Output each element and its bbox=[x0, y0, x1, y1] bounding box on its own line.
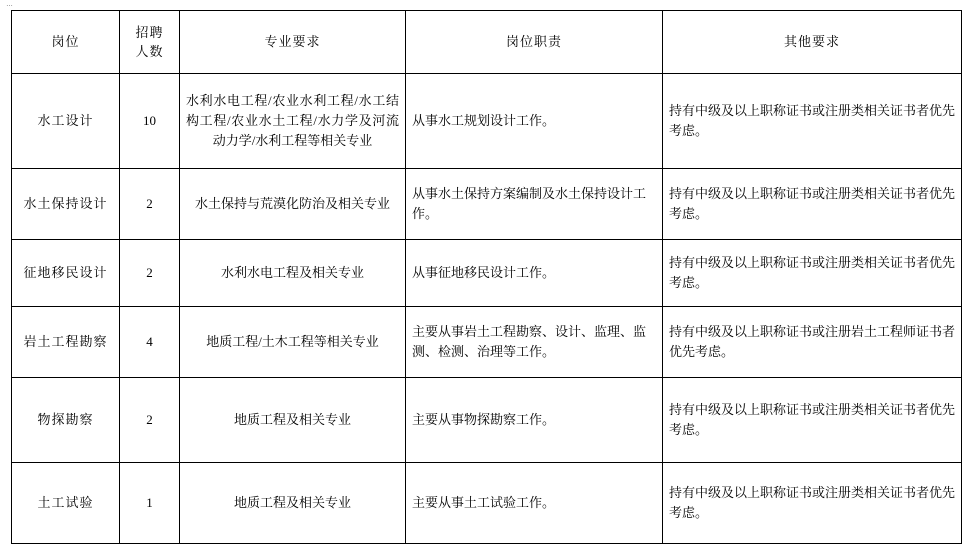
cell-duty: 从事水土保持方案编制及水土保持设计工作。 bbox=[406, 169, 663, 240]
cell-post: 物探勘察 bbox=[12, 378, 120, 463]
header-row bbox=[12, 11, 962, 74]
column-header-count bbox=[120, 11, 180, 74]
column-header-major: 专业要求 bbox=[180, 11, 406, 74]
cell-post: 土工试验 bbox=[12, 463, 120, 544]
table-row bbox=[12, 169, 962, 240]
cell-duty: 主要从事岩土工程勘察、设计、监理、监测、检测、治理等工作。 bbox=[406, 307, 663, 378]
table-header bbox=[12, 11, 962, 74]
cell-other: 持有中级及以上职称证书或注册类相关证书者优先考虑。 bbox=[663, 463, 962, 544]
recruitment-table bbox=[11, 10, 962, 544]
cell-other: 持有中级及以上职称证书或注册类相关证书者优先考虑。 bbox=[663, 169, 962, 240]
cell-post: 征地移民设计 bbox=[12, 240, 120, 307]
cell-count: 1 bbox=[120, 463, 180, 544]
column-header-post: 岗位 bbox=[12, 11, 120, 74]
table-row bbox=[12, 463, 962, 544]
cell-major: 水利水电工程/农业水利工程/水工结构工程/农业水土工程/水力学及河流动力学/水利工程等相关专业 bbox=[180, 74, 406, 169]
cell-post: 岩土工程勘察 bbox=[12, 307, 120, 378]
cell-duty: 主要从事物探勘察工作。 bbox=[406, 378, 663, 463]
column-header-other: 其他要求 bbox=[663, 11, 962, 74]
corner-mark: … bbox=[6, 1, 13, 8]
cell-duty: 主要从事土工试验工作。 bbox=[406, 463, 663, 544]
table-row bbox=[12, 74, 962, 169]
cell-major: 地质工程及相关专业 bbox=[180, 378, 406, 463]
cell-other: 持有中级及以上职称证书或注册类相关证书者优先考虑。 bbox=[663, 74, 962, 169]
cell-other: 持有中级及以上职称证书或注册类相关证书者优先考虑。 bbox=[663, 240, 962, 307]
cell-major: 水利水电工程及相关专业 bbox=[180, 240, 406, 307]
cell-duty: 从事征地移民设计工作。 bbox=[406, 240, 663, 307]
cell-count: 2 bbox=[120, 378, 180, 463]
table-row bbox=[12, 307, 962, 378]
column-header-count-line2: 人数 bbox=[135, 44, 164, 59]
cell-other: 持有中级及以上职称证书或注册岩土工程师证书者优先考虑。 bbox=[663, 307, 962, 378]
cell-count: 4 bbox=[120, 307, 180, 378]
table-body bbox=[12, 74, 962, 544]
column-header-duty: 岗位职责 bbox=[406, 11, 663, 74]
cell-major: 地质工程及相关专业 bbox=[180, 463, 406, 544]
cell-major: 水土保持与荒漠化防治及相关专业 bbox=[180, 169, 406, 240]
cell-major: 地质工程/土木工程等相关专业 bbox=[180, 307, 406, 378]
cell-count: 2 bbox=[120, 169, 180, 240]
cell-count: 10 bbox=[120, 74, 180, 169]
table-row bbox=[12, 378, 962, 463]
cell-post: 水土保持设计 bbox=[12, 169, 120, 240]
column-header-count-line1: 招聘 bbox=[135, 25, 164, 40]
table-row bbox=[12, 240, 962, 307]
cell-count: 2 bbox=[120, 240, 180, 307]
cell-other: 持有中级及以上职称证书或注册类相关证书者优先考虑。 bbox=[663, 378, 962, 463]
cell-duty: 从事水工规划设计工作。 bbox=[406, 74, 663, 169]
cell-post: 水工设计 bbox=[12, 74, 120, 169]
